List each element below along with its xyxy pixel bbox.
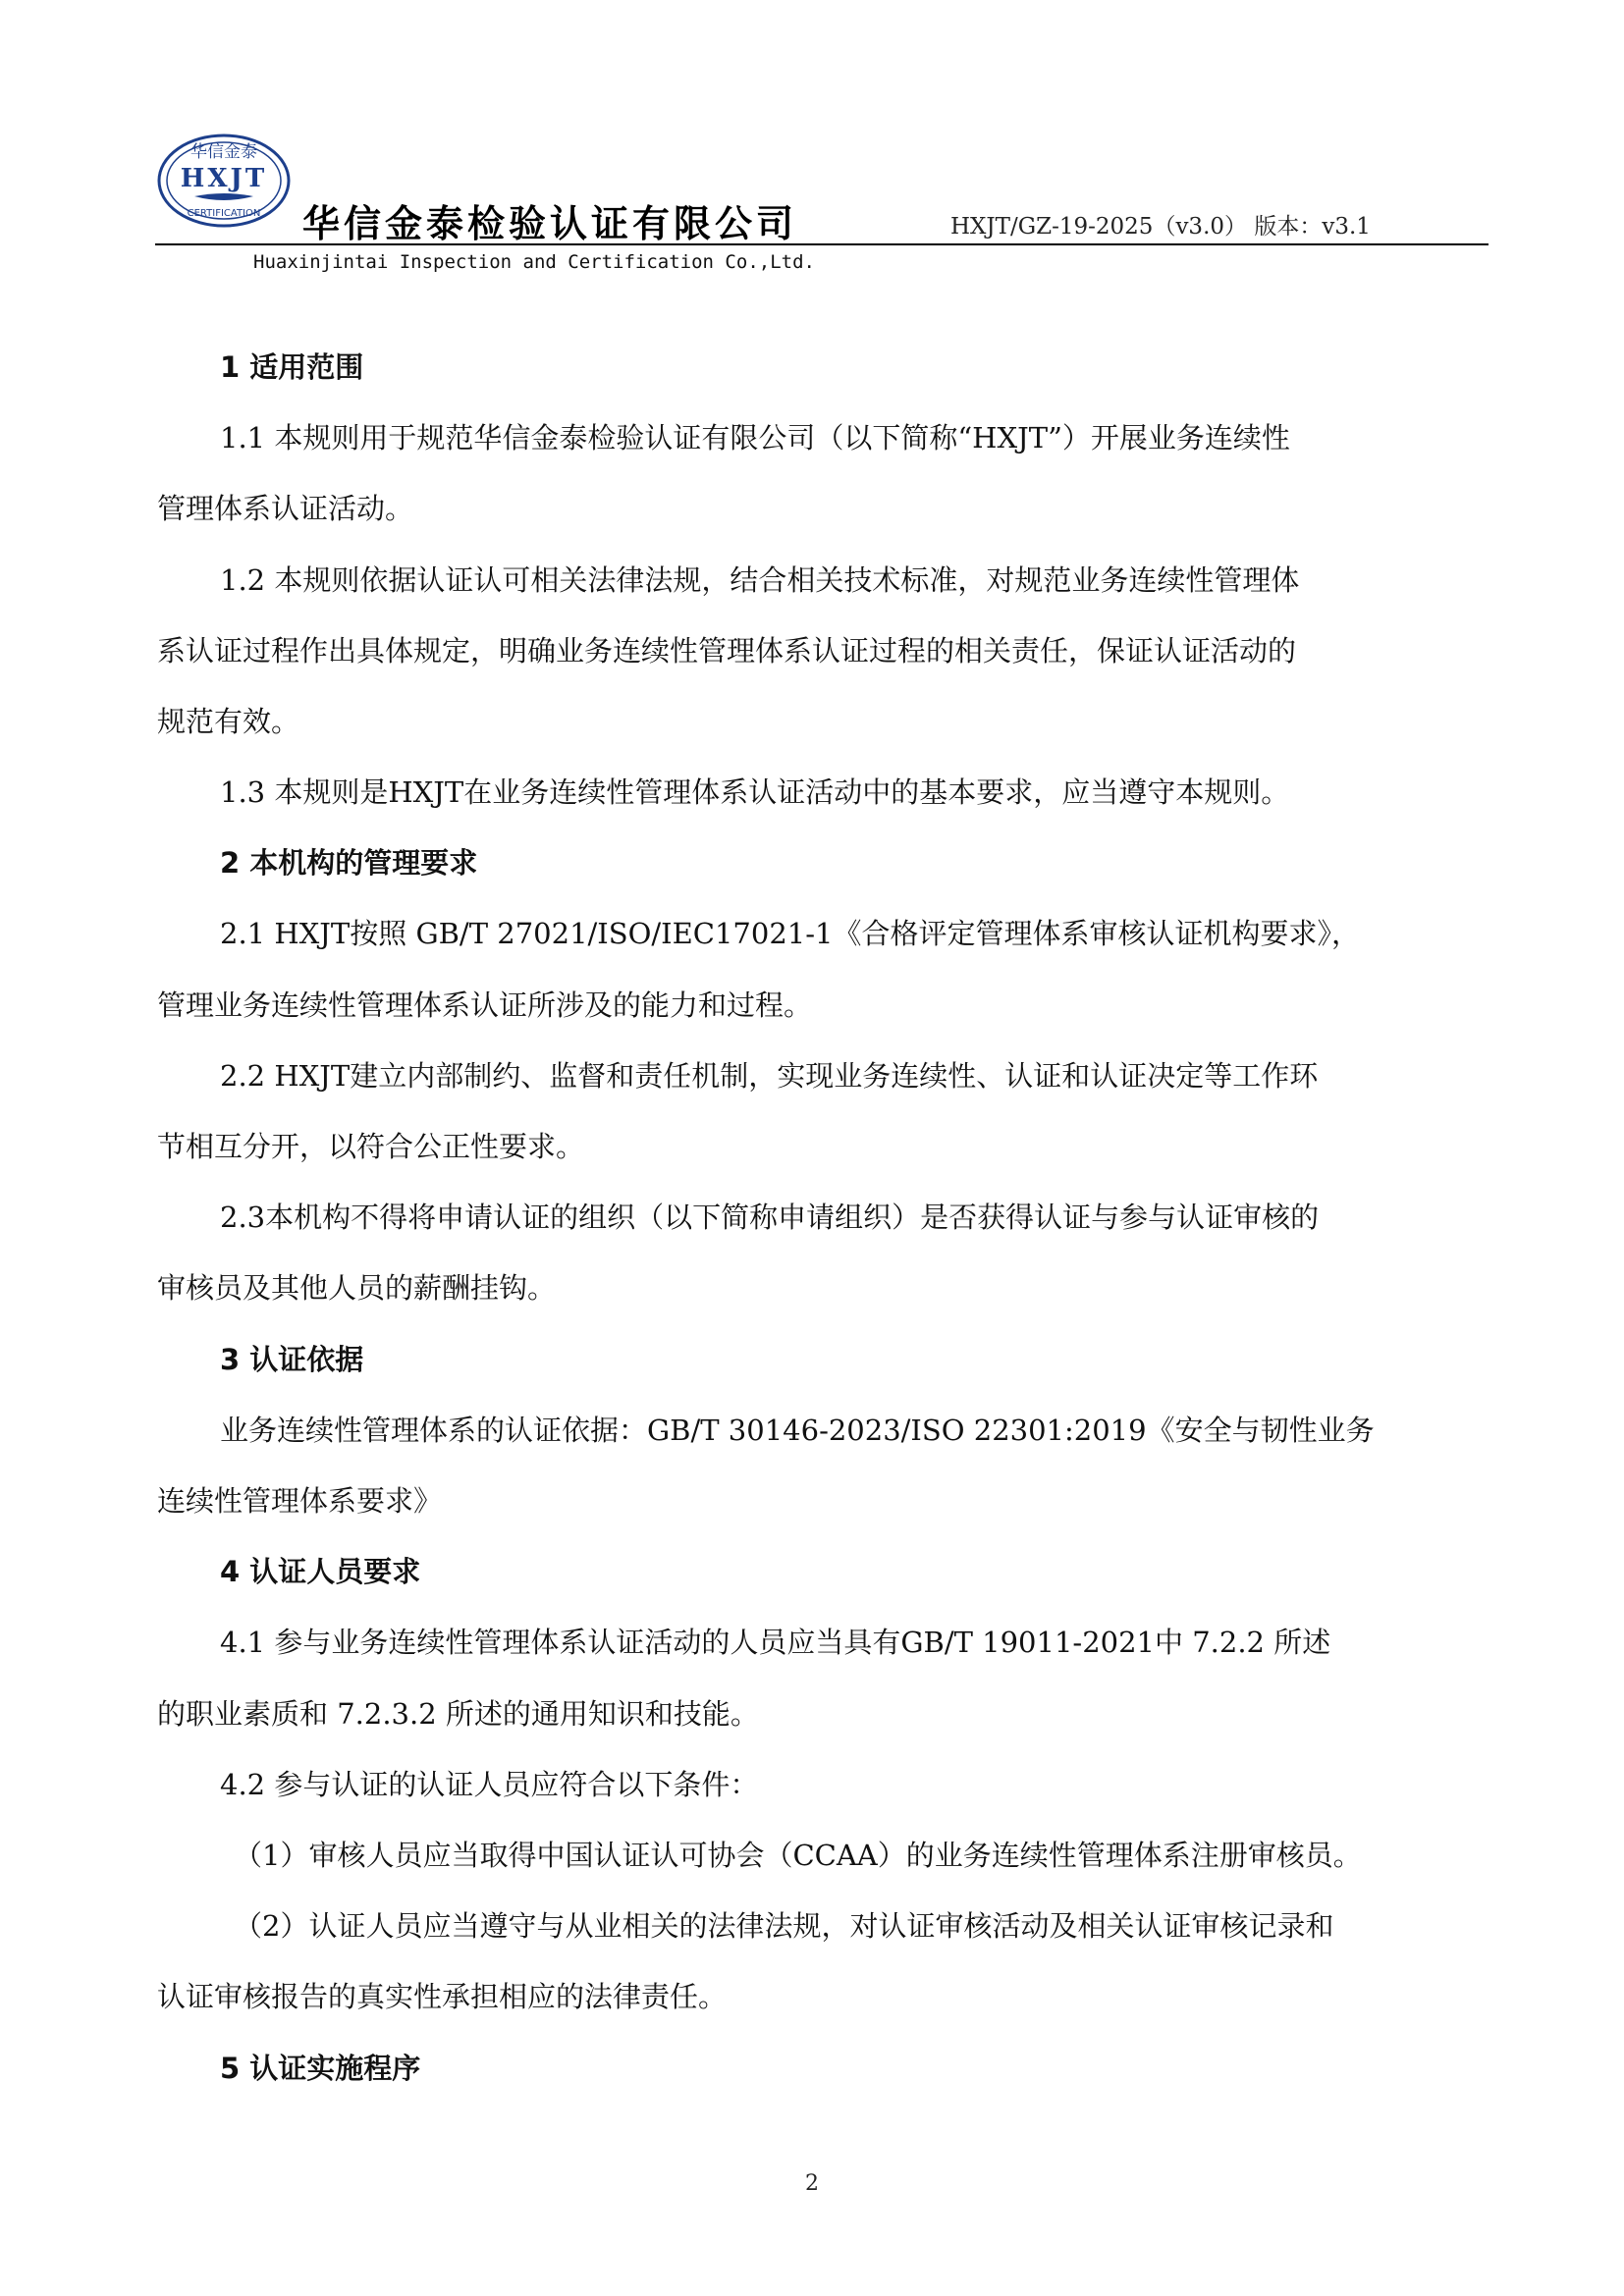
paragraph-line: 认证审核报告的真实性承担相应的法律责任。 [157,1980,728,2013]
paragraph-line: 业务连续性管理体系的认证依据：GB/T 30146-2023/ISO 22301:2019《安全与韧性业务 [220,1414,1375,1447]
page-number: 2 [805,2171,819,2196]
paragraph-line: 1.3 本规则是HXJT在业务连续性管理体系认证活动中的基本要求，应当遵守本规则。 [220,775,1290,809]
paragraph-line: 2.1 HXJT按照 GB/T 27021/ISO/IEC17021-1《合格评定管理体系审核认证机构要求》， [220,917,1360,950]
paragraph-line: 1.2 本规则依据认证认可相关法律法规，结合相关技术标准，对规范业务连续性管理体 [220,563,1300,597]
paragraph-line: 管理业务连续性管理体系认证所涉及的能力和过程。 [157,988,813,1022]
section-heading: 5 认证实施程序 [220,2052,421,2085]
paragraph-line: 1.1 本规则用于规范华信金泰检验认证有限公司（以下简称“HXJT”）开展业务连续性 [220,421,1290,454]
paragraph-line: 4.1 参与业务连续性管理体系认证活动的人员应当具有GB/T 19011-2021中 7.2.2 所述 [220,1626,1331,1659]
header-divider [155,243,1489,245]
paragraph-line: 规范有效。 [157,705,300,738]
document-code: HXJT/GZ-19-2025（v3.0） 版本：v3.1 [950,214,1371,240]
section-heading: 2 本机构的管理要求 [220,846,478,880]
logo-bottom-text: CERTIFICATION [187,208,261,219]
paragraph-line: 管理体系认证活动。 [157,492,414,525]
paragraph-line: 节相互分开，以符合公正性要求。 [157,1130,585,1163]
hxjt-logo [155,132,293,230]
paragraph-line: （2）认证人员应当遵守与从业相关的法律法规，对认证审核活动及相关认证审核记录和 [234,1909,1334,1943]
paragraph-line: （1）审核人员应当取得中国认证认可协会（CCAA）的业务连续性管理体系注册审核员。 [234,1839,1362,1872]
company-name-en: Huaxinjintai Inspection and Certification Co.,Ltd. [253,251,815,273]
paragraph-line: 2.3本机构不得将申请认证的组织（以下简称申请组织）是否获得认证与参与认证审核的 [220,1201,1320,1234]
paragraph-line: 的职业素质和 7.2.3.2 所述的通用知识和技能。 [157,1697,759,1731]
section-heading: 1 适用范围 [220,350,364,384]
logo-mark-text: HXJT [180,164,268,193]
section-heading: 4 认证人员要求 [220,1555,421,1588]
paragraph-line: 连续性管理体系要求》 [157,1484,443,1518]
section-heading: 3 认证依据 [220,1343,364,1376]
paragraph-line: 系认证过程作出具体规定，明确业务连续性管理体系认证过程的相关责任，保证认证活动的 [157,634,1297,667]
paragraph-line: 审核员及其他人员的薪酬挂钩。 [157,1271,557,1305]
company-name-cn: 华信金泰检验认证有限公司 [302,202,798,245]
paragraph-line: 2.2 HXJT建立内部制约、监督和责任机制，实现业务连续性、认证和认证决定等工作环 [220,1059,1319,1093]
logo-top-text: 华信金泰 [190,142,257,162]
paragraph-line: 4.2 参与认证的认证人员应符合以下条件： [220,1768,759,1801]
